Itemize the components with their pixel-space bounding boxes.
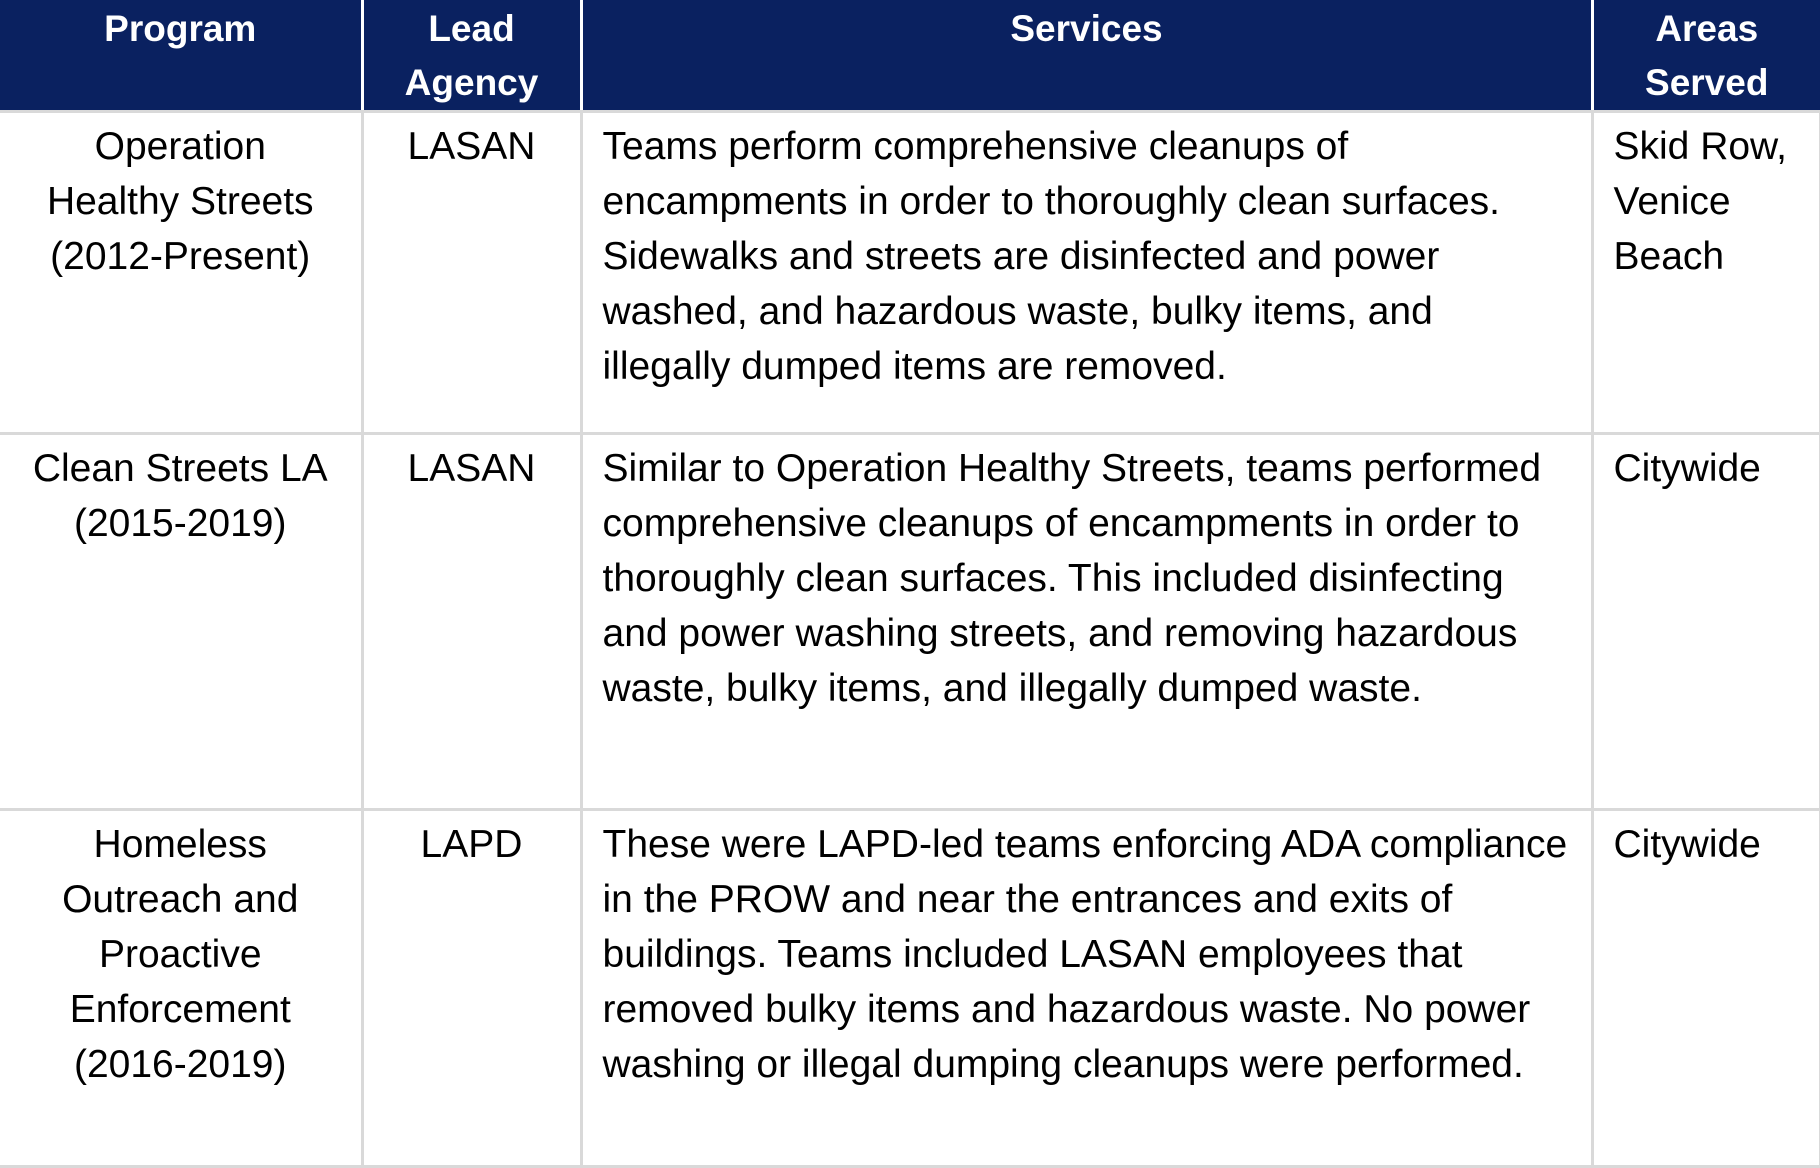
cell-areas-served: Skid Row, Venice Beach: [1592, 112, 1820, 434]
header-program: Program: [0, 0, 362, 112]
cell-program: Operation Healthy Streets (2012-Present): [0, 112, 362, 434]
table-header: [0, 0, 1820, 112]
table-row: [0, 112, 1820, 434]
cell-lead-agency: LASAN: [362, 434, 581, 810]
cell-services: Teams perform comprehensive cleanups of encampments in order to thoroughly clean surfaces. Sidewalks and streets are disinfected and power washed, and hazardous waste, bulky items, and illegally dumped items are removed.: [581, 112, 1592, 434]
header-services: Services: [581, 0, 1592, 112]
header-lead-agency: Lead Agency: [362, 0, 581, 112]
table-row: [0, 810, 1820, 1167]
cell-program: Clean Streets LA (2015-2019): [0, 434, 362, 810]
cell-areas-served: Citywide: [1592, 434, 1820, 810]
table-body: [0, 112, 1820, 1167]
cell-lead-agency: LASAN: [362, 112, 581, 434]
header-row: [0, 0, 1820, 112]
cell-areas-served: Citywide: [1592, 810, 1820, 1167]
table-row: [0, 434, 1820, 810]
cell-lead-agency: LAPD: [362, 810, 581, 1167]
cell-services: Similar to Operation Healthy Streets, teams performed comprehensive cleanups of encampments in order to thoroughly clean surfaces. This included disinfecting and power washing streets, and removing hazardous waste, bulky items, and illegally dumped waste.: [581, 434, 1592, 810]
header-areas-served: Areas Served: [1592, 0, 1820, 112]
cell-services: These were LAPD-led teams enforcing ADA compliance in the PROW and near the entrances and exits of buildings. Teams included LASAN employees that removed bulky items and hazardous waste. No power washing or illegal dumping cleanups were performed.: [581, 810, 1592, 1167]
cell-program: Homeless Outreach and Proactive Enforcement (2016-2019): [0, 810, 362, 1167]
